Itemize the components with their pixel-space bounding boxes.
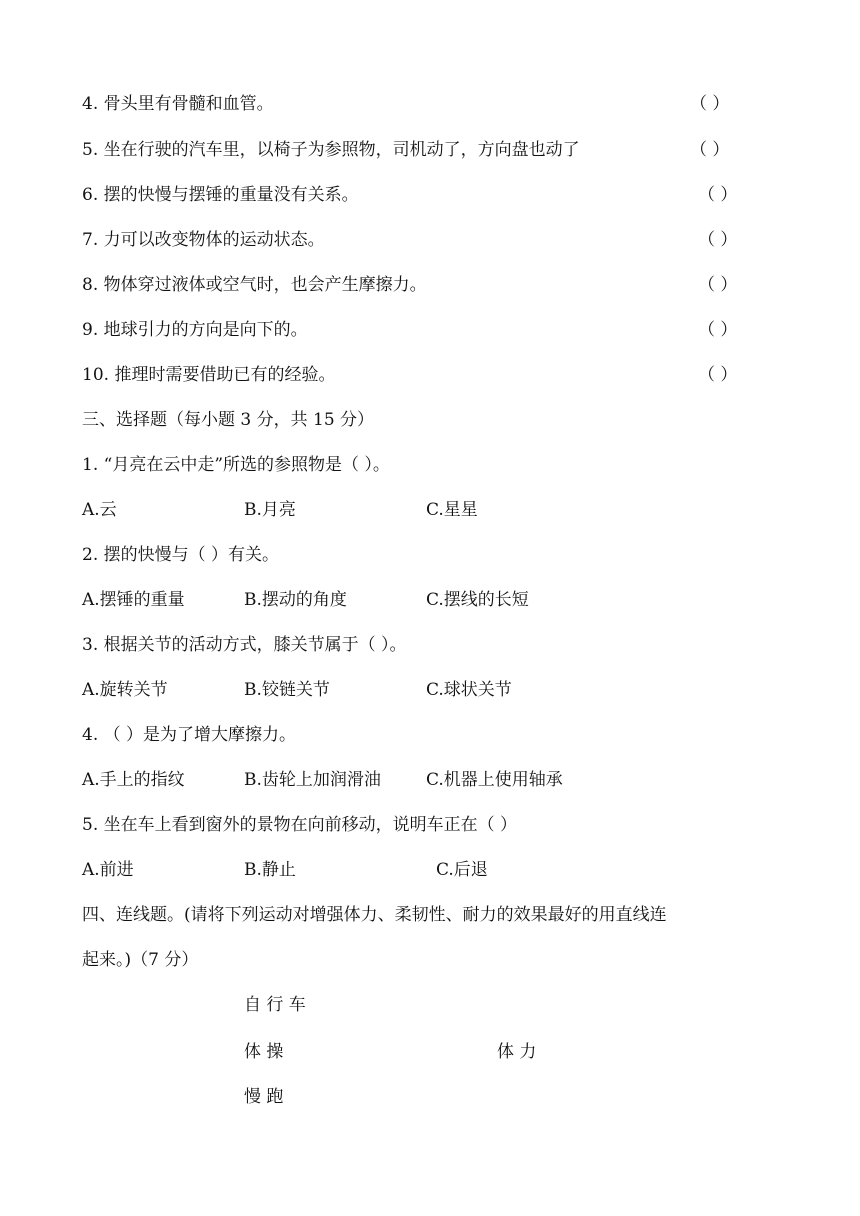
choice-option-b[interactable]: B.月亮 [244, 500, 296, 520]
answer-blank[interactable]: （ ） [698, 230, 738, 250]
answer-blank[interactable]: （ ） [698, 185, 738, 205]
choice-question-3: 3. 根据关节的活动方式，膝关节属于（ ）。 [82, 635, 407, 655]
choice-question-4: 4. （ ）是为了增大摩擦力。 [82, 725, 297, 745]
section-title-matching: 四、连线题。(请将下列运动对增强体力、柔韧性、耐力的效果最好的用直线连 [82, 905, 667, 925]
choice-option-b[interactable]: B.摆动的角度 [244, 590, 347, 610]
answer-blank[interactable]: （ ） [690, 94, 730, 114]
choice-option-a[interactable]: A.摆锤的重量 [82, 590, 185, 610]
choice-option-c[interactable]: C.球状关节 [426, 680, 512, 700]
choice-option-c[interactable]: C.星星 [426, 500, 478, 520]
choice-option-b[interactable]: B.齿轮上加润滑油 [244, 770, 381, 790]
choice-question-2: 2. 摆的快慢与（ ）有关。 [82, 545, 280, 565]
matching-left-item[interactable]: 慢 跑 [244, 1087, 284, 1107]
judgement-item-8: 8. 物体穿过液体或空气时，也会产生摩擦力。 [82, 275, 427, 295]
choice-option-a[interactable]: A.手上的指纹 [82, 770, 185, 790]
judgement-item-10: 10. 推理时需要借助已有的经验。 [82, 365, 336, 385]
answer-blank[interactable]: （ ） [690, 140, 730, 160]
choice-question-5: 5. 坐在车上看到窗外的景物在向前移动，说明车正在（ ） [82, 815, 518, 835]
choice-option-b[interactable]: B.铰链关节 [244, 680, 330, 700]
judgement-item-6: 6. 摆的快慢与摆锤的重量没有关系。 [82, 185, 359, 205]
choice-option-c[interactable]: C.后退 [436, 860, 488, 880]
section-title-matching-cont: 起来。)（7 分） [82, 950, 199, 970]
choice-option-c[interactable]: C.机器上使用轴承 [426, 770, 563, 790]
choice-question-1: 1. “月亮在云中走”所选的参照物是（ ）。 [82, 455, 390, 475]
choice-option-a[interactable]: A.前进 [82, 860, 134, 880]
judgement-item-5: 5. 坐在行驶的汽车里，以椅子为参照物，司机动了，方向盘也动了 [82, 140, 580, 160]
matching-left-item[interactable]: 自 行 车 [244, 995, 306, 1015]
section-title-choice: 三、选择题（每小题 3 分，共 15 分） [82, 410, 375, 430]
matching-right-item[interactable]: 体 力 [497, 1042, 537, 1062]
answer-blank[interactable]: （ ） [698, 365, 738, 385]
answer-blank[interactable]: （ ） [698, 320, 738, 340]
choice-option-a[interactable]: A.云 [82, 500, 117, 520]
matching-left-item[interactable]: 体 操 [244, 1042, 284, 1062]
choice-option-a[interactable]: A.旋转关节 [82, 680, 168, 700]
choice-option-b[interactable]: B.静止 [244, 860, 296, 880]
answer-blank[interactable]: （ ） [698, 275, 738, 295]
choice-option-c[interactable]: C.摆线的长短 [426, 590, 529, 610]
judgement-item-9: 9. 地球引力的方向是向下的。 [82, 320, 308, 340]
judgement-item-7: 7. 力可以改变物体的运动状态。 [82, 230, 325, 250]
judgement-item-4: 4. 骨头里有骨髓和血管。 [82, 94, 274, 114]
